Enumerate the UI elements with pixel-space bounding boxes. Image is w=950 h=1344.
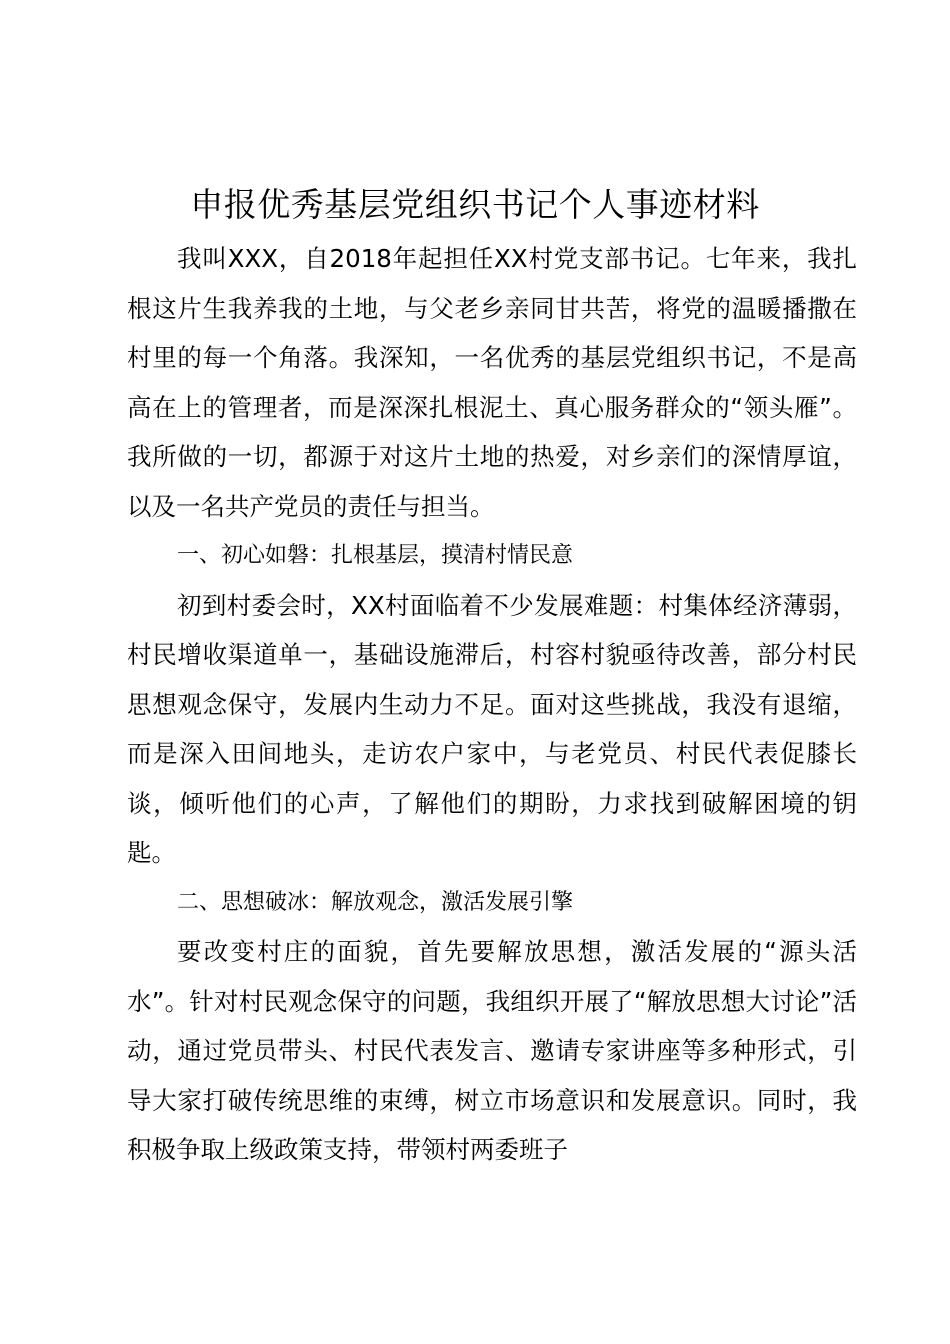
section-heading-1: 一、初心如磐：扎根基层，摸清村情民意 <box>177 543 574 568</box>
document-title: 申报优秀基层党组织书记个人事迹材料 <box>190 185 760 224</box>
document-body <box>127 234 857 1175</box>
section-2-paragraph: 要改变村庄的面貌，首先要解放思想，激活发展的“源头活水”。针对村民观念保守的问题，我组织开展了“解放思想大讨论”活动，通过党员带头、村民代表发言、邀请专家讲座等多种形式，引导大家打破传统思维的束缚，树立市场意识和发展意识。同时，我积极争取上级政策支持，带领村两委班子 <box>127 937 857 1164</box>
intro-paragraph: 我叫XXX，自2018年起担任XX村党支部书记。七年来，我扎根这片生我养我的土地，与父老乡亲同甘共苦，将党的温暖播撒在村里的每一个角落。我深知，一名优秀的基层党组织书记，不是高高在上的管理者，而是深深扎根泥土、真心服务群众的“领头雁”。我所做的一切，都源于对这片土地的热爱，对乡亲们的深情厚谊，以及一名共产党员的责任与担当。 <box>127 244 857 521</box>
section-heading-2: 二、思想破冰：解放观念，激活发展引擎 <box>177 889 574 915</box>
section-1-paragraph: 初到村委会时，XX村面临着不少发展难题：村集体经济薄弱，村民增收渠道单一，基础设施滞后，村容村貌亟待改善，部分村民思想观念保守，发展内生动力不足。面对这些挑战，我没有退缩，而是深入田间地头，走访农户家中，与老党员、村民代表促膝长谈，倾听他们的心声，了解他们的期盼，力求找到破解困境的钥匙。 <box>127 590 857 867</box>
